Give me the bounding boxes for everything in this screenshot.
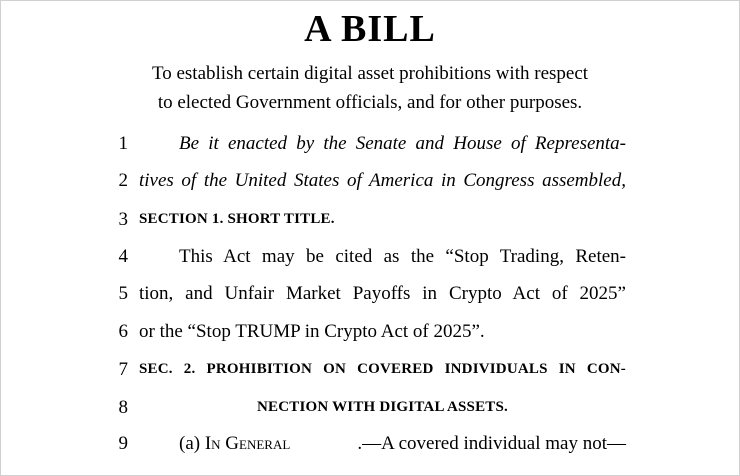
line-text: or the “Stop TRUMP in Crypto Act of 2025”.	[139, 321, 485, 342]
section-heading: SECTION 1. SHORT TITLE.	[139, 211, 335, 227]
line-number: 5	[118, 283, 128, 304]
bill-line-9	[1, 433, 739, 463]
bill-line-2	[1, 170, 739, 200]
line-text: Be it enacted by the Senate and House of Representa-	[179, 133, 626, 154]
bill-line-1	[1, 133, 739, 163]
line-number: 3	[118, 209, 128, 230]
bill-line-4	[1, 246, 739, 276]
line-text	[179, 433, 626, 455]
subsection-heading: In General	[204, 433, 291, 454]
bill-line-3	[1, 209, 739, 239]
line-number: 2	[118, 170, 128, 191]
line-number: 4	[118, 246, 128, 267]
subsection-text: .—A covered individual may not—	[357, 433, 626, 454]
line-number: 1	[118, 133, 128, 154]
line-text: This Act may be cited as the “Stop Trading, Reten-	[179, 246, 626, 267]
line-text: tion, and Unfair Market Payoffs in Crypto Act of 2025”	[139, 283, 626, 304]
line-text: tives of the United States of America in Congress assembled,	[139, 170, 626, 191]
bill-line-7	[1, 359, 739, 389]
section-heading-continued: NECTION WITH DIGITAL ASSETS.	[257, 399, 508, 415]
subsection-label	[179, 433, 290, 455]
line-number: 7	[118, 359, 128, 380]
bill-line-6	[1, 321, 739, 351]
bill-line-8	[1, 397, 739, 427]
line-number: 6	[118, 321, 128, 342]
line-number: 8	[118, 397, 128, 418]
bill-title: A BILL	[304, 8, 436, 50]
bill-line-5	[1, 283, 739, 313]
section-heading: SEC. 2. PROHIBITION ON COVERED INDIVIDUALS IN CON-	[139, 361, 626, 377]
subsection-prefix: (a)	[179, 433, 205, 454]
bill-subtitle-line-1: To establish certain digital asset prohibitions with respect	[151, 63, 589, 84]
line-number: 9	[118, 433, 128, 454]
bill-subtitle-line-2: to elected Government officials, and for other purposes.	[157, 92, 583, 113]
